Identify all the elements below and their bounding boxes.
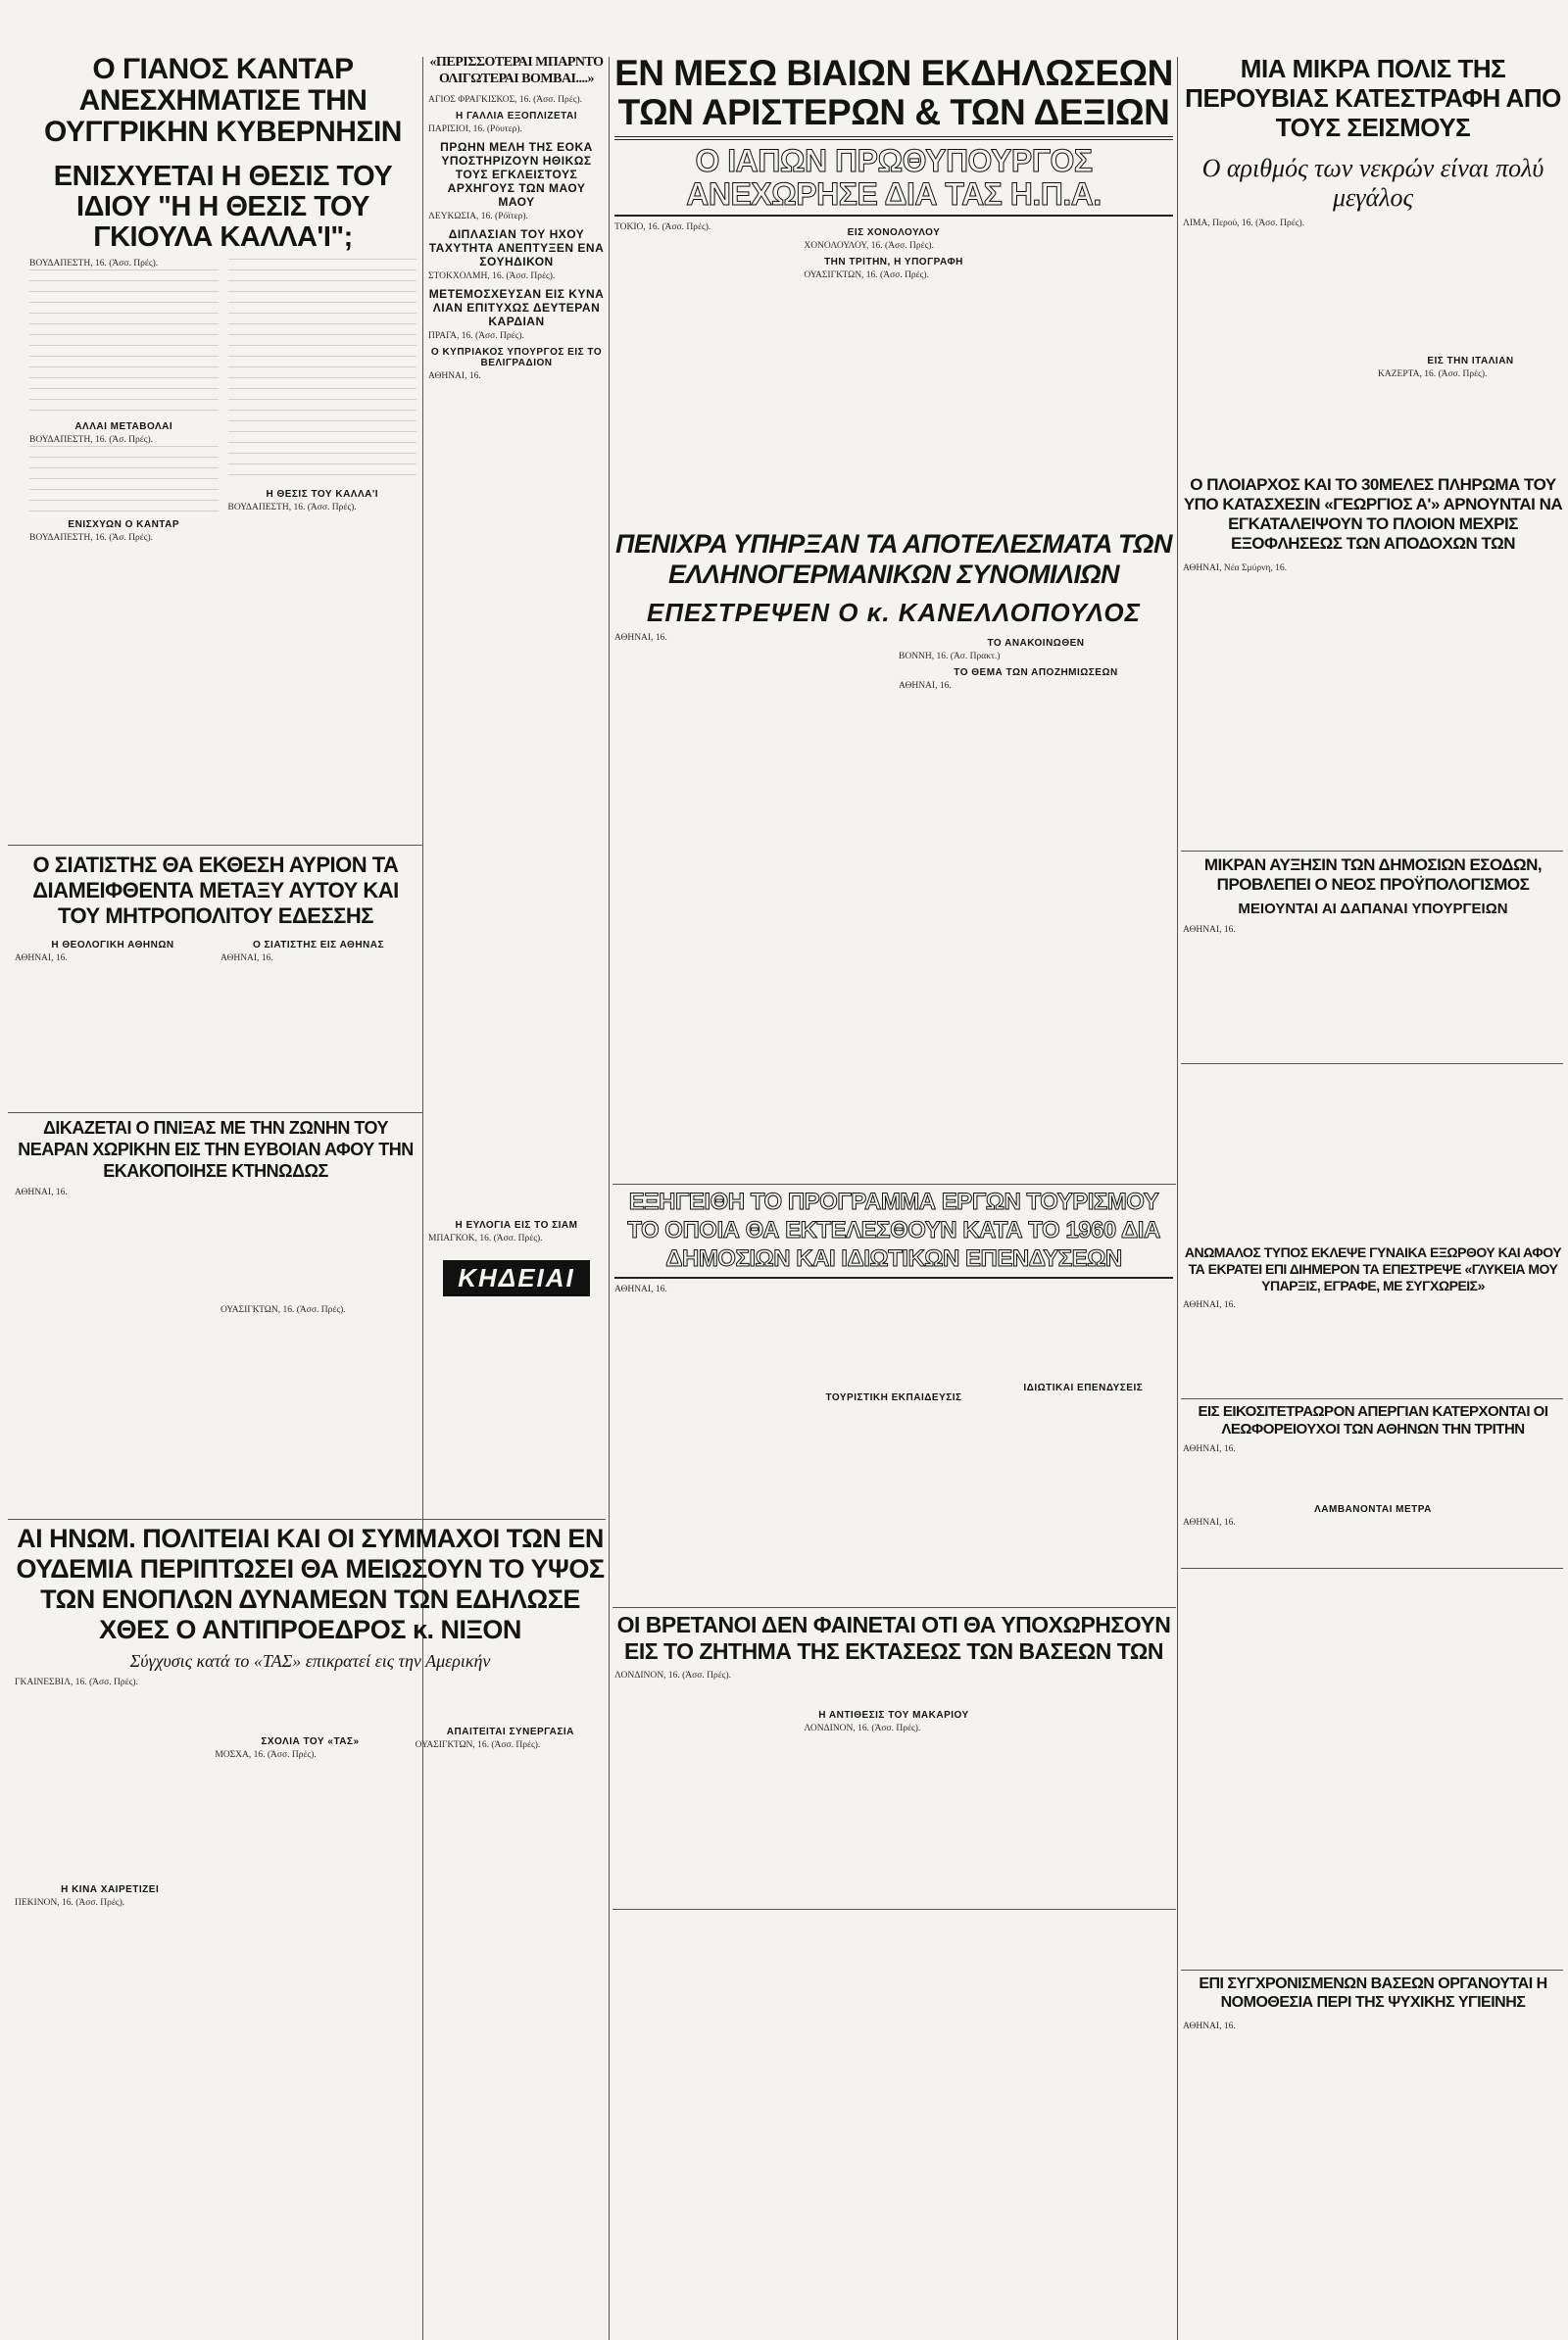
dateline: ΛΙΜΑ, Περού, 16. (Άσσ. Πρές).	[1183, 219, 1305, 228]
headline: ΕΙΣ ΕΙΚΟΣΙΤΕΤΡΑΩΡΟΝ ΑΠΕΡΓΙΑΝ ΚΑΤΕΡΧΟΝΤΑΙ ΟΙ ΛΕΩΦΟΡΕΙΟΥΧΟΙ ΤΩΝ ΑΘΗΝΩΝ ΤΗΝ ΤΡΙΤΗΝ	[1198, 1403, 1548, 1438]
dateline: ΑΘΗΝΑΙ, 16.	[428, 371, 481, 381]
article-tourism	[614, 1188, 1173, 1604]
dateline: ΑΘΗΝΑΙ, 16.	[220, 953, 273, 963]
dateline: ΣΤΟΚΧΟΛΜΗ, 16. (Άσσ. Πρές).	[428, 271, 556, 281]
section-subhead: Η ΚΙΝΑ ΧΑΙΡΕΤΙΖΕΙ	[61, 1883, 160, 1895]
headline: ΟΙ ΒΡΕΤΑΝΟΙ ΔΕΝ ΦΑΙΝΕΤΑΙ ΟΤΙ ΘΑ ΥΠΟΧΩΡΗΣΟΥΝ ΕΙΣ ΤΟ ΖΗΤΗΜΑ ΤΗΣ ΕΚΤΑΣΕΩΣ ΤΩΝ ΒΑΣΕΩΝ ΤΩΝ	[616, 1612, 1171, 1664]
section-subhead: ΕΙΣ ΧΟΝΟΛΟΥΛΟΥ	[847, 227, 941, 238]
dateline: ΑΘΗΝΑΙ, 16.	[1183, 925, 1236, 936]
dateline: ΛΕΥΚΩΣΙΑ, 16. (Ρόϊτερ).	[428, 212, 528, 221]
section-subhead: ΤΟ ΘΕΜΑ ΤΩΝ ΑΠΟΖΗΜΙΩΣΕΩΝ	[954, 667, 1118, 678]
text-block	[228, 259, 417, 484]
section-subhead: ΙΔΙΩΤΙΚΑΙ ΕΠΕΝΔΥΣΕΙΣ	[1023, 1383, 1144, 1393]
section-subhead: ΤΗΝ ΤΡΙΤΗΝ, Η ΥΠΟΓΡΑΦΗ	[824, 257, 963, 268]
dateline: ΛΟΝΔΙΝΟΝ, 16. (Άσσ. Πρές).	[614, 1671, 731, 1681]
section-subhead: Η ΕΥΛΟΓΙΑ ΕΙΣ ΤΟ ΣΙΑΜ	[455, 1220, 578, 1231]
dateline: ΑΘΗΝΑΙ, Νέα Σμύρνη, 16.	[1183, 563, 1287, 573]
article-british-bases	[614, 1612, 1173, 2332]
dateline: ΛΟΝΔΙΝΟΝ, 16. (Άσσ. Πρές).	[804, 1724, 921, 1733]
article-nixon	[15, 1524, 606, 2332]
dateline: ΟΥΑΣΙΓΚΤΩΝ, 16. (Άσσ. Πρές).	[220, 1305, 346, 1315]
section-rule	[1181, 1970, 1563, 1971]
headline: ΕΞΗΓΕΙΘΗ ΤΟ ΠΡΟΓΡΑΜΜΑ ΕΡΓΩΝ ΤΟΥΡΙΣΜΟΥ ΤΟ ΟΠΟΙΑ ΘΑ ΕΚΤΕΛΕΣΘΟΥΝ ΚΑΤΑ ΤΟ 1960 ΔΙΑ ΔΗΜΟΣΙΩΝ ΚΑΙ ΙΔΙΩΤΙΚΩΝ ΕΠΕΝΔΥΣΕΩΝ	[627, 1189, 1160, 1272]
section-subhead: Ο ΣΙΑΤΙΣΤΗΣ ΕΙΣ ΑΘΗΝΑΣ	[253, 940, 384, 951]
dateline: ΒΟΝΝΗ, 16. (Άσ. Πρακτ.)	[899, 652, 1001, 661]
section-rule	[612, 1184, 1176, 1185]
dateline: ΑΘΗΝΑΙ, 16.	[899, 681, 952, 691]
article-kantar	[29, 54, 416, 838]
headline: ΕΠΙ ΣΥΓΧΡΟΝΙΣΜΕΝΩΝ ΒΑΣΕΩΝ ΟΡΓΑΝΟΥΤΑΙ Η ΝΟΜΟΘΕΣΙΑ ΠΕΡΙ ΤΗΣ ΨΥΧΙΚΗΣ ΥΓΙΕΙΝΗΣ	[1199, 1975, 1547, 2011]
column-rule	[1177, 57, 1178, 2340]
headline: ΑΙ ΗΝΩΜ. ΠΟΛΙΤΕΙΑΙ ΚΑΙ ΟΙ ΣΥΜΜΑΧΟΙ ΤΩΝ ΕΝ ΟΥΔΕΜΙΑ ΠΕΡΙΠΤΩΣΕΙ ΘΑ ΜΕΙΩΣΟΥΝ ΤΟ ΥΨΟΣ ΤΩΝ ΕΝΟΠΛΩΝ ΔΥΝΑΜΕΩΝ ΤΩΝ ΕΔΗΛΩΣΕ ΧΘΕΣ Ο ΑΝΤΙΠΡΟΕΔΡΟΣ κ. ΝΙΞΟΝ	[16, 1524, 605, 1644]
dateline: ΑΓΙΟΣ ΦΡΑΓΚΙΣΚΟΣ, 16. (Άσσ. Πρές).	[428, 95, 583, 105]
article-georgios	[1183, 475, 1563, 846]
section-subhead: ΑΠΑΙΤΕΙΤΑΙ ΣΥΝΕΡΓΑΣΙΑ	[446, 1726, 574, 1737]
dateline: ΜΟΣΧΑ, 16. (Άσσ. Πρές).	[215, 1749, 317, 1760]
section-subhead: ΜΕΤΕΜΟΣΧΕΥΣΑΝ ΕΙΣ ΚΥΝΑ ΛΙΑΝ ΕΠΙΤΥΧΩΣ ΔΕΥΤΕΡΑΝ ΚΑΡΔΙΑΝ	[428, 287, 605, 328]
dateline: ΟΥΑΣΙΓΚΤΩΝ, 16. (Άσσ. Πρές).	[415, 1739, 541, 1750]
section-subhead: Η ΘΕΣΙΣ ΤΟΥ ΚΑΛΛΑ'Ι	[266, 489, 379, 500]
section-subhead: ΔΙΠΛΑΣΙΑΝ ΤΟΥ ΗΧΟΥ ΤΑΧΥΤΗΤΑ ΑΝΕΠΤΥΞΕΝ ΕΝΑ ΣΟΥΗΔΙΚΟΝ	[428, 227, 605, 268]
article-abduction	[1183, 1244, 1563, 1396]
article-bus-strike	[1183, 1403, 1563, 1565]
section-rule	[612, 1607, 1176, 1608]
section-subhead: ΤΟ ΑΝΑΚΟΙΝΩΘΕΝ	[987, 638, 1085, 649]
dateline: ΚΑΖΕΡΤΑ, 16. (Άσσ. Πρές).	[1378, 369, 1488, 379]
dateline: ΟΥΑΣΙΓΚΤΩΝ, 16. (Άσσ. Πρές).	[804, 270, 929, 280]
headline: ΜΙΚΡΑΝ ΑΥΞΗΣΙΝ ΤΩΝ ΔΗΜΟΣΙΩΝ ΕΣΟΔΩΝ, ΠΡΟΒΛΕΠΕΙ Ο ΝΕΟΣ ΠΡΟΫΠΟΛΟΓΙΣΜΟΣ	[1203, 855, 1543, 894]
column-rule	[609, 57, 610, 2340]
subheadline: ΕΠΕΣΤΡΕΨΕΝ Ο κ. ΚΑΝΕΛΛΟΠΟΥΛΟΣ	[647, 598, 1141, 627]
dateline: ΒΟΥΔΑΠΕΣΤΗ, 16. (Άσ. Πρές).	[29, 533, 154, 543]
article-greek-german-talks	[614, 529, 1173, 1181]
section-subhead: ΕΝΙΣΧΥΩΝ Ο ΚΑΝΤΑΡ	[68, 519, 180, 530]
headline: Ο ΓΙΑΝΟΣ ΚΑΝΤΑΡ ΑΝΕΣΧΗΜΑΤΙΣΕ ΤΗΝ ΟΥΓΓΡΙΚΗΝ ΚΥΒΕΡΝΗΣΙΝ	[44, 54, 402, 148]
article-japan	[614, 54, 1173, 524]
headline: ΑΝΩΜΑΛΟΣ ΤΥΠΟΣ ΕΚΛΕΨΕ ΓΥΝΑΙΚΑ ΕΞΩΡΘΟΥ ΚΑΙ ΑΦΟΥ ΤΑ ΕΚΡΑΤΕΙ ΕΠΙ ΔΙΗΜΕΡΟΝ ΤΑ ΕΠΕΣΤΡΕΨΕ «ΓΛΥΚΕΙΑ ΜΟΥ ΥΠΑΡΞΙΣ, ΕΓΡΑΦΕ, ΜΕ ΣΥΓΧΩΡΕΙΣ»	[1184, 1244, 1562, 1293]
headline: ΜΙΑ ΜΙΚΡΑ ΠΟΛΙΣ ΤΗΣ ΠΕΡΟΥΒΙΑΣ ΚΑΤΕΣΤΡΑΦΗ ΑΠΟ ΤΟΥΣ ΣΕΙΣΜΟΥΣ	[1185, 54, 1561, 142]
headline: ΕΝ ΜΕΣΩ ΒΙΑΙΩΝ ΕΚΔΗΛΩΣΕΩΝ ΤΩΝ ΑΡΙΣΤΕΡΩΝ & ΤΩΝ ΔΕΞΙΩΝ	[614, 54, 1173, 132]
dateline: ΤΟΚΙΟ, 16. (Άσσ. Πρές).	[614, 222, 711, 232]
section-subhead: ΑΛΛΑΙ ΜΕΤΑΒΟΛΑΙ	[74, 421, 173, 432]
article-mental-health	[1183, 1974, 1563, 2332]
section-rule	[8, 1519, 606, 1520]
section-subhead: Η ΘΕΟΛΟΓΙΚΗ ΑΘΗΝΩΝ	[51, 940, 174, 951]
headline: ΔΙΚΑΖΕΤΑΙ Ο ΠΝΙΞΑΣ ΜΕ ΤΗΝ ΖΩΝΗΝ ΤΟΥ ΝΕΑΡΑΝ ΧΩΡΙΚΗΝ ΕΙΣ ΤΗΝ ΕΥΒΟΙΑΝ ΑΦΟΥ ΤΗΝ ΕΚΑΚΟΠΟΙΗΣΕ ΚΤΗΝΩΔΩΣ	[18, 1118, 414, 1181]
dateline: ΠΕΚΙΝΟΝ, 16. (Άσσ. Πρές).	[15, 1897, 125, 1908]
dateline: ΠΡΑΓΑ, 16. (Άσσ. Πρές).	[428, 331, 524, 341]
dateline: ΠΑΡΙΣΙΟΙ, 16. (Ρόυτερ).	[428, 124, 522, 134]
section-rule	[1181, 1063, 1563, 1064]
text-block	[29, 269, 219, 416]
article-peru	[1183, 54, 1563, 475]
section-rule	[8, 1112, 422, 1113]
section-rule	[8, 845, 422, 846]
funerals-heading: ΚΗΔΕΙΑΙ	[443, 1260, 590, 1296]
dateline: ΒΟΥΔΑΠΕΣΤΗ, 16. (Άσσ. Πρές).	[227, 503, 357, 512]
subheadline: ΕΝΙΣΧΥΕΤΑΙ Η ΘΕΣΙΣ ΤΟΥ ΙΔΙΟΥ "Η Η ΘΕΣΙΣ ΤΟΥ ΓΚΙΟΥΛΑ ΚΑΛΛΑ'Ι";	[53, 161, 393, 253]
dateline: ΑΘΗΝΑΙ, 16.	[1183, 1518, 1236, 1528]
subheadline: Ο ΙΑΠΩΝ ΠΡΩΘΥΠΟΥΡΓΟΣ ΑΝΕΧΩΡΗΣΕ ΔΙΑ ΤΑΣ Η.Π.Α.	[686, 143, 1102, 212]
text-block	[29, 446, 219, 514]
section-rule	[1181, 1398, 1563, 1399]
section-subhead: ΣΧΟΛΙΑ ΤΟΥ «ΤΑΣ»	[261, 1735, 360, 1747]
dateline: ΒΟΥΔΑΠΕΣΤΗ, 16. (Άσσ. Πρές).	[29, 259, 159, 268]
dateline: ΧΟΝΟΛΟΥΛΟΥ, 16. (Άσσ. Πρές).	[804, 241, 934, 251]
dateline: ΑΘΗΝΑΙ, 16.	[1183, 1300, 1236, 1310]
dateline: ΑΘΗΝΑΙ, 16.	[15, 1188, 68, 1197]
dateline: ΑΘΗΝΑΙ, 16.	[614, 1285, 667, 1294]
section-subhead: ΛΑΜΒΑΝΟΝΤΑΙ ΜΕΤΡΑ	[1314, 1504, 1432, 1515]
headline: «ΠΕΡΙΣΣΟΤΕΡΑΙ ΜΠΑΡΝΤΟ ΟΛΙΓΩΤΕΡΑΙ BOMBAI....»	[429, 55, 604, 86]
dateline: ΑΘΗΝΑΙ, 16.	[614, 633, 667, 643]
dateline: ΒΟΥΔΑΠΕΣΤΗ, 16. (Άσ. Πρές).	[29, 435, 154, 445]
section-subhead: Η ΓΑΛΛΙΑ ΕΞΟΠΛΙΖΕΤΑΙ	[456, 111, 577, 122]
section-subhead: Ο ΚΥΠΡΙΑΚΟΣ ΥΠΟΥΡΓΟΣ ΕΙΣ ΤΟ ΒΕΛΙΓΡΑΔΙΟΝ	[430, 347, 603, 368]
dateline: ΑΘΗΝΑΙ, 16.	[1183, 2022, 1236, 2031]
dateline: ΓΚΑΙΝΕΣΒΙΛ, 16. (Άσσ. Πρές).	[15, 1677, 138, 1687]
headline: Ο ΣΙΑΤΙΣΤΗΣ ΘΑ ΕΚΘΕΣΗ ΑΥΡΙΟΝ ΤΑ ΔΙΑΜΕΙΦΘΕΝΤΑ ΜΕΤΑΞΥ ΑΥΤΟΥ ΚΑΙ ΤΟΥ ΜΗΤΡΟΠΟΛΙΤΟΥ ΕΔΕΣΣΗΣ	[32, 853, 399, 928]
dateline: ΜΠΑΓΚΟΚ, 16. (Άσσ. Πρές).	[428, 1234, 543, 1243]
article-budget	[1183, 855, 1563, 1061]
dateline: ΑΘΗΝΑΙ, 16.	[15, 953, 68, 963]
dateline: ΑΘΗΝΑΙ, 16.	[1183, 1444, 1236, 1454]
section-subhead: ΕΙΣ ΤΗΝ ΙΤΑΛΙΑΝ	[1427, 356, 1514, 366]
headline: ΠΕΝΙΧΡΑ ΥΠΗΡΞΑΝ ΤΑ ΑΠΟΤΕΛΕΣΜΑΤΑ ΤΩΝ ΕΛΛΗΝΟΓΕΡΜΑΝΙΚΩΝ ΣΥΝΟΜΙΛΙΩΝ	[615, 529, 1172, 589]
section-subhead: ΠΡΩΗΝ ΜΕΛΗ ΤΗΣ ΕΟΚΑ ΥΠΟΣΤΗΡΙΖΟΥΝ ΗΘΙΚΩΣ ΤΟΥΣ ΕΓΚΛΕΙΣΤΟΥΣ ΑΡΧΗΓΟΥΣ ΤΩΝ ΜΑΟΥ ΜΑΟΥ	[440, 140, 593, 209]
article-siatistis	[15, 853, 416, 1107]
headline: Ο ΠΛΟΙΑΡΧΟΣ ΚΑΙ ΤΟ 30ΜΕΛΕΣ ΠΛΗΡΩΜΑ ΤΟΥ ΥΠΟ ΚΑΤΑΣΧΕΣΙΝ «ΓΕΩΡΓΙΟΣ Α'» ΑΡΝΟΥΝΤΑΙ ΝΑ ΕΓΚΑΤΑΛΕΙΨΟΥΝ ΤΟ ΠΛΟΙΟΝ ΜΕΧΡΙΣ ΕΞΟΦΛΗΣΕΩΣ ΤΩΝ ΑΠΟΔΟΧΩΝ ΤΩΝ	[1183, 475, 1563, 553]
article-evia-trial	[15, 1117, 416, 1514]
subheadline: ΜΕΙΟΥΝΤΑΙ ΑΙ ΔΑΠΑΝΑΙ ΥΠΟΥΡΓΕΙΩΝ	[1238, 901, 1508, 917]
section-funerals	[428, 1215, 605, 1509]
subheadline: Ο αριθμός των νεκρών είναι πολύ μεγάλος	[1201, 154, 1544, 212]
section-subhead: ΤΟΥΡΙΣΤΙΚΗ ΕΚΠΑΙΔΕΥΣΙΣ	[825, 1392, 962, 1403]
section-subhead: Η ΑΝΤΙΘΕΣΙΣ ΤΟΥ ΜΑΚΑΡΙΟΥ	[818, 1710, 969, 1721]
subheadline: Σύγχυσις κατά το «ΤΑΣ» επικρατεί εις την Αμερικήν	[129, 1651, 491, 1671]
section-rule	[1181, 1568, 1563, 1569]
section-rule	[1181, 851, 1563, 852]
